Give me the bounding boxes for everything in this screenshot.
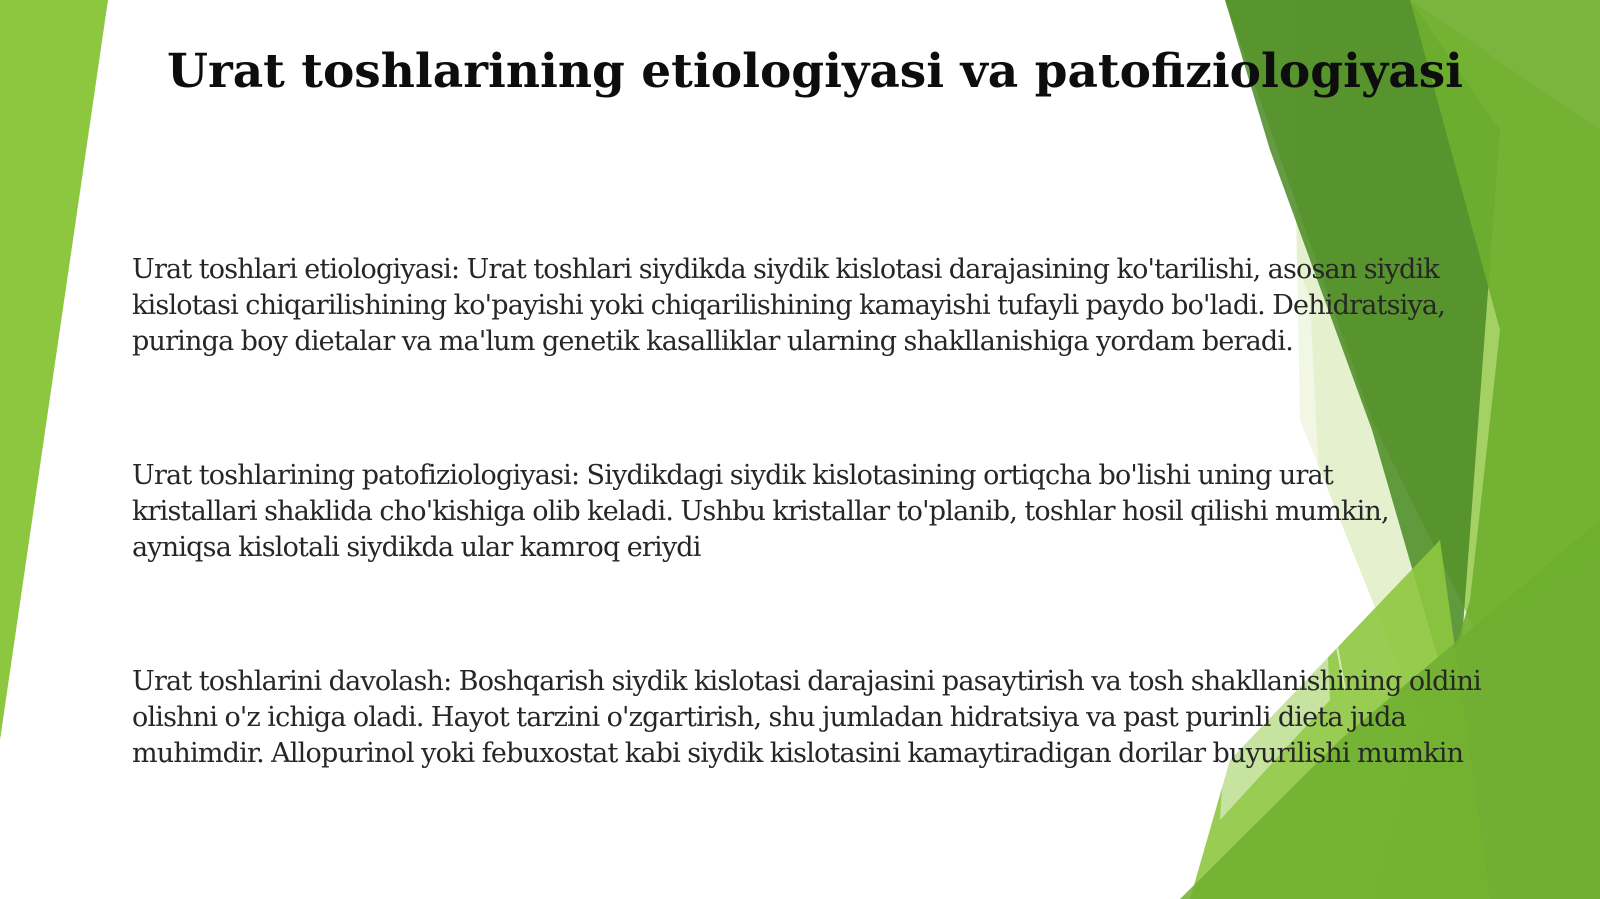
treatment-paragraph: Urat toshlarini davolash: Boshqarish siydik kislotasi darajasini pasaytirish va tosh shakllanishining oldini olishni o'z ichiga oladi. Hayot tarzini o'zgartirish, shu jumladan hidratsiya va past purinli dieta juda muhimdir. Allopurinol yoki febuxostat kabi siydik kislotasini kamaytiradigan dorilar buyurilishi mumkin (132, 666, 1481, 769)
etiology-paragraph: Urat toshlari etiologiyasi: Urat toshlari siydikda siydik kislotasi darajasining ko'tarilishi, asosan siydik kislotasi chiqarilishining ko'payishi yoki chiqarilishining kamayishi tufayli paydo bo'ladi. Dehidratsiya, puringa boy dietalar va ma'lum genetik kasalliklar ularning shakllanishiga yordam beradi. (132, 254, 1446, 357)
slide-title: Urat toshlarining etiologiyasi va patofiziologiyasi (166, 44, 1464, 99)
pathophysiology-paragraph: Urat toshlarining patofiziologiyasi: Siydikdagi siydik kislotasining ortiqcha bo'lishi uning urat kristallari shaklida cho'kishiga olib keladi. Ushbu kristallar to'planib, toshlar hosil qilishi mumkin, ayniqsa kislotali siydikda ular kamroq eriydi (132, 460, 1389, 563)
left-green-shape (0, 0, 108, 740)
